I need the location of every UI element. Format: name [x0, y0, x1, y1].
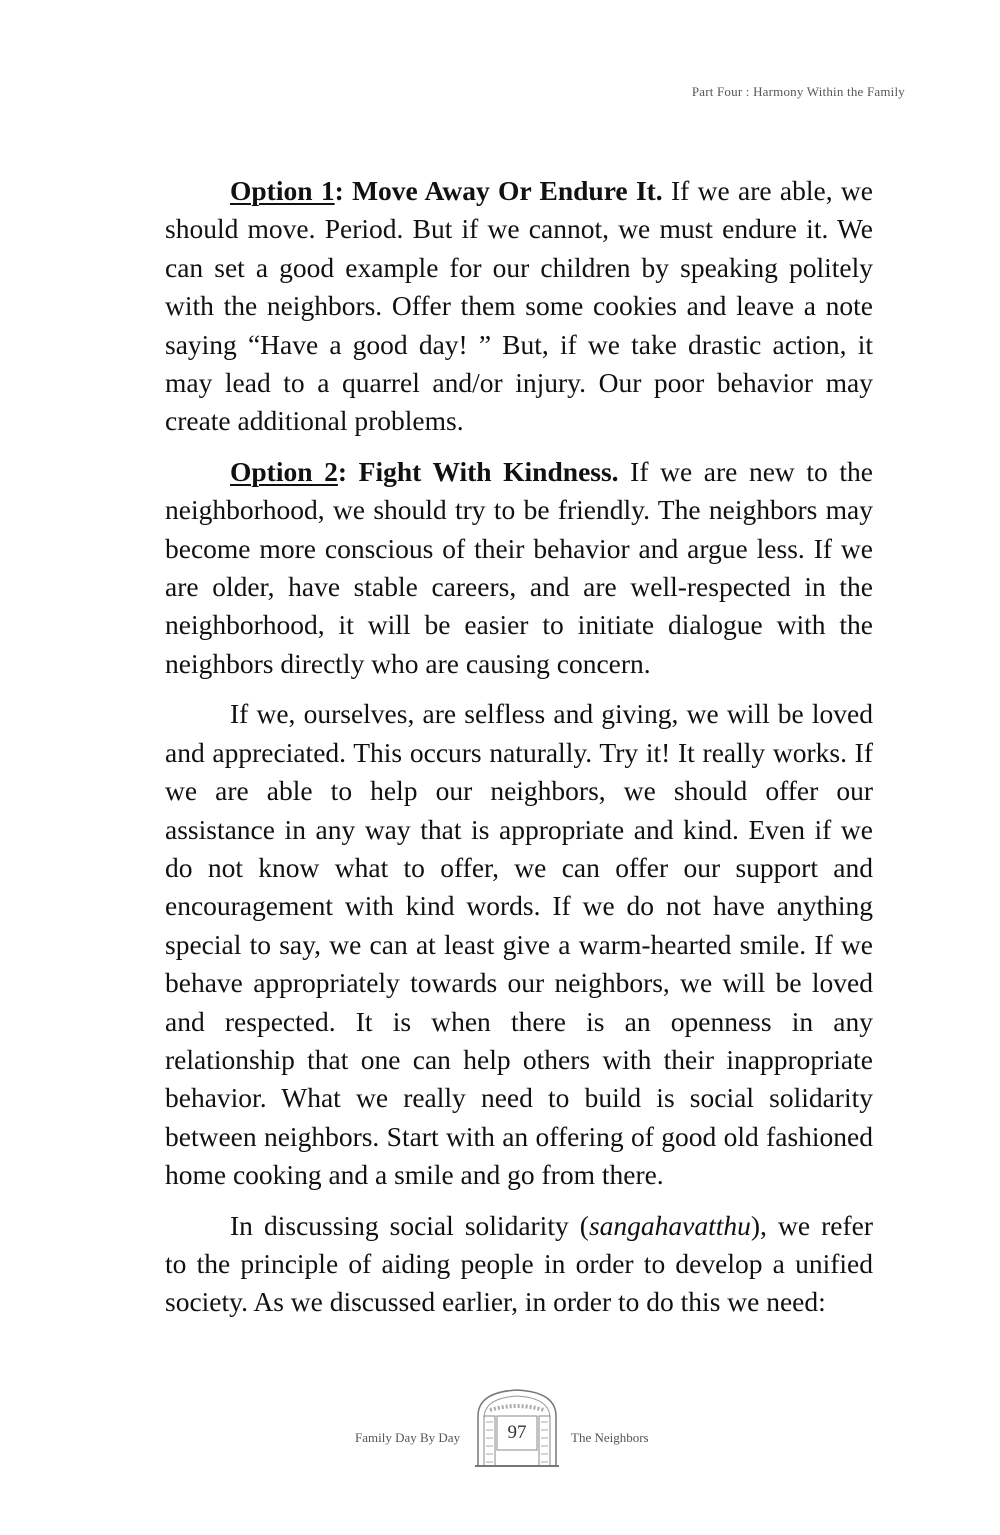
- option-1-text: If we are able, we should move. Period. But if we cannot, we must endure it. We can set a good example for our children by speaking politely with the neighbors. Offer them some cookies and leave a note saying “Have a good day! ” But, if we take drastic action, it may lead to a quarrel and/or injury. Our poor behavior may create additional problems.: [165, 175, 873, 437]
- option-1-label: Option 1: [230, 175, 335, 206]
- selfless-text: If we, ourselves, are selfless and giving, we will be loved and appreciated. This occurs naturally. Try it! It really works. If we are able to help our neighbors, we should offer our assistance in any way that is appropriate and kind. Even if we do not know what to offer, we can offer our support and encouragement with kind words. If we do not have anything special to say, we can at least give a warm-hearted smile. If we behave appropriately towards our neighbors, we will be loved and respected. It is when there is an openness in any relationship that one can help others with their inappropriate behavior. What we really need to build is social solidarity between neighbors. Start with an offering of good old fashioned home cooking and a smile and go from there.: [165, 698, 873, 1191]
- option-2-title: : Fight With Kindness.: [337, 455, 619, 487]
- option-1-title: : Move Away Or Endure It.: [334, 175, 663, 206]
- running-header: Part Four : Harmony Within the Family: [691, 84, 905, 99]
- sangahavatthu-term: sangahavatthu: [588, 1209, 751, 1241]
- paragraph-option-1: [165, 172, 873, 441]
- option-2-text: If we are new to the neighborhood, we should try to be friendly. The neighbors may become more conscious of their behavior and argue less. If we are older, have stable careers, and are well-respected in the neighborhood, it will be easier to initiate dialogue with the neighbors directly who are causing concern.: [165, 455, 874, 679]
- page-number: 97: [507, 1422, 527, 1443]
- solidarity-text-before: In discussing social solidarity (: [230, 1209, 589, 1241]
- page-footer: [0, 1386, 1000, 1476]
- paragraph-social-solidarity: [165, 1207, 873, 1322]
- option-2-label: Option 2: [230, 455, 338, 487]
- solidarity-text-after: ), we refer to the principle of aiding people in order to develop a unified society. As we discussed earlier, in order to do this we need:: [165, 1209, 873, 1318]
- page-body: [165, 172, 873, 1334]
- paragraph-selfless: [165, 695, 873, 1194]
- paragraph-option-2: [165, 453, 873, 683]
- footer-book-title: Family Day By Day: [355, 1430, 461, 1445]
- footer-chapter-title: The Neighbors: [571, 1430, 649, 1445]
